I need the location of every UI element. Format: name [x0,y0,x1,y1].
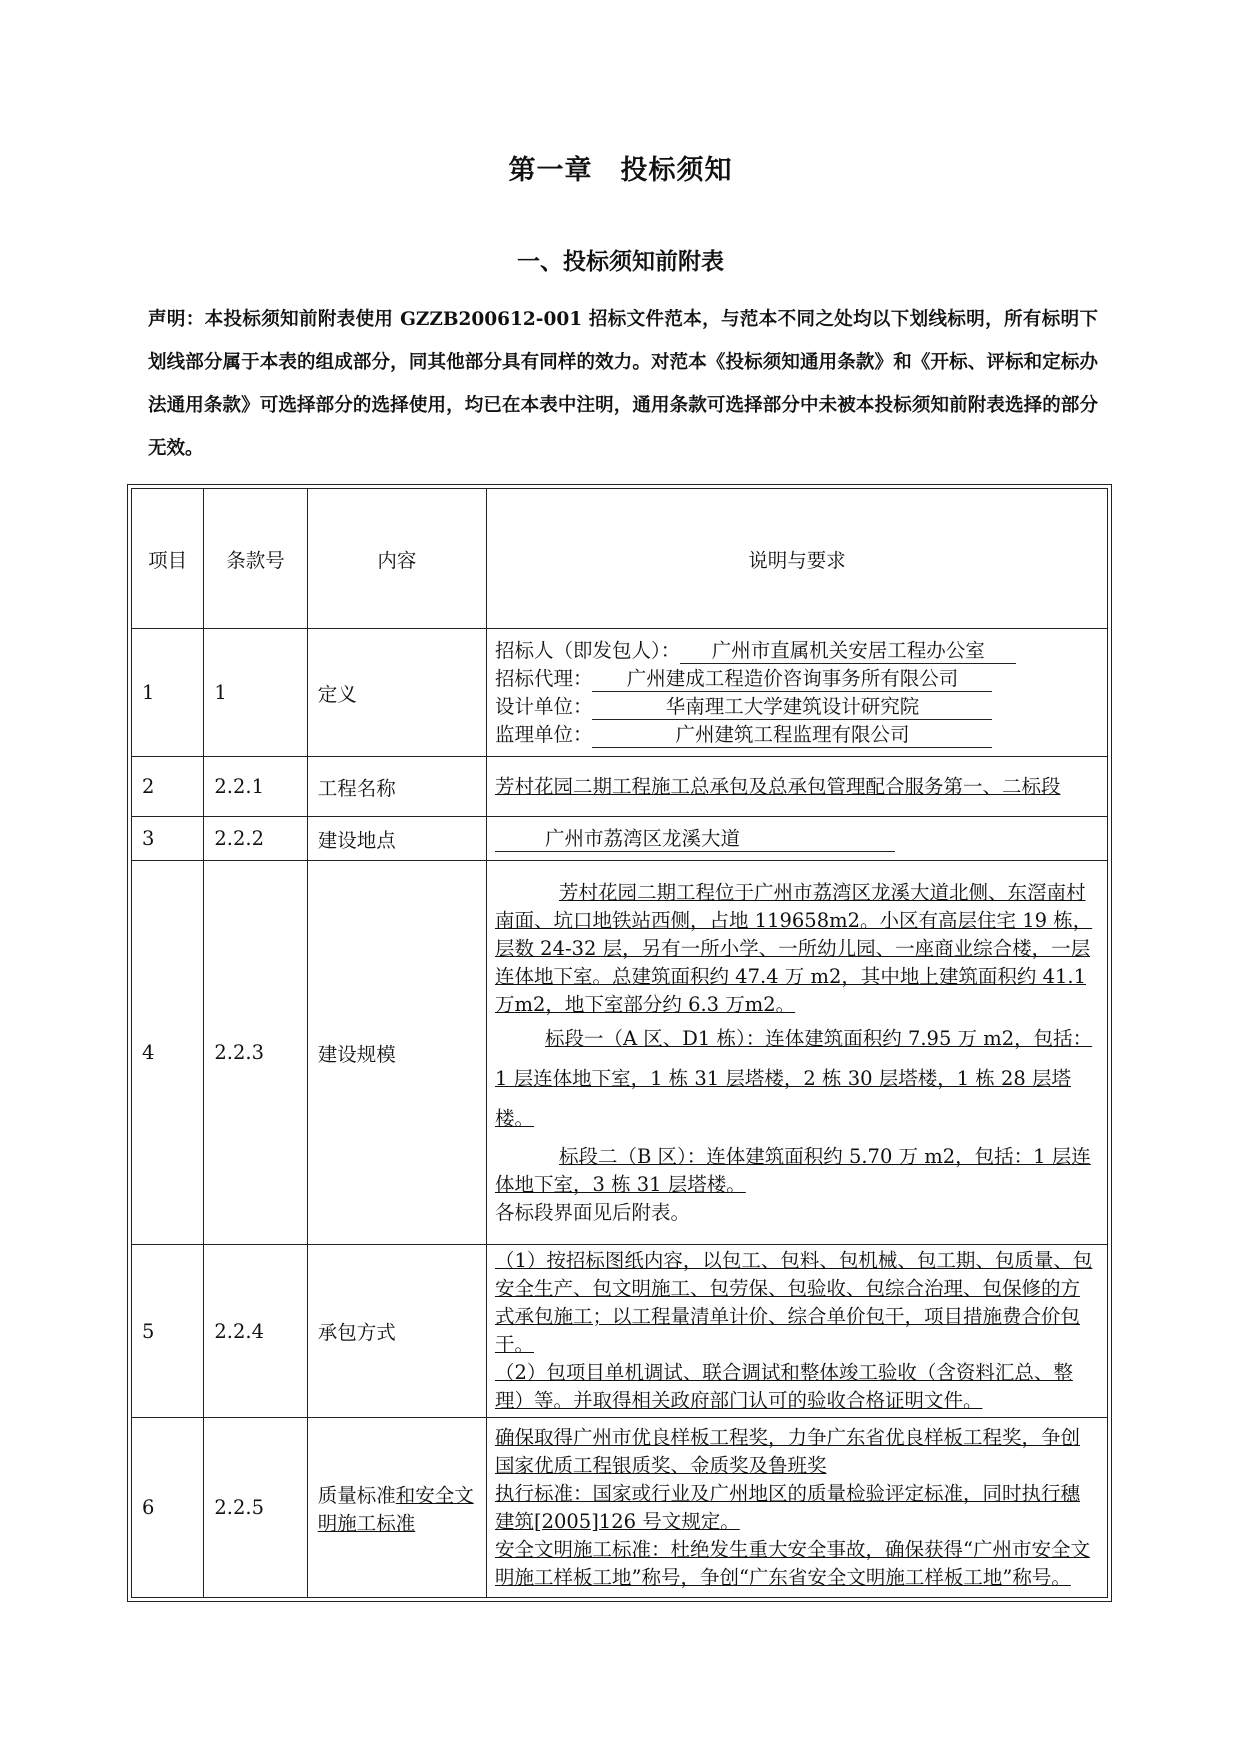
definition-label: 招标代理： [494,666,593,690]
header-clause: 条款号 [204,489,307,629]
row-desc [486,629,1107,757]
statement-paragraph: 声明：本投标须知前附表使用 GZZB200612-001 招标文件范本，与范本不同之处均以下划线标明，所有标明下划线部分属于本表的组成部分，同其他部分具有同样的效力。对范本《投标须知通用条款》和《开标、评标和定标办法通用条款》可选择部分的选择使用，均已在本表中注明，通用条款可选择部分中未被本投标须知前附表选择的部分无效。 [148,309,1098,459]
row-desc [486,1418,1107,1598]
header-item: 项目 [132,489,204,629]
row-item: 6 [132,1418,204,1598]
quality-paragraph-3: 安全文明施工标准：杜绝发生重大安全事故，确保获得“广州市安全文明施工样板工地”称号，争创“广东省安全文明施工样板工地”称号。 [494,1537,1090,1589]
definition-line [495,665,1099,693]
bid-notice-table [131,488,1108,1598]
row-item: 3 [132,817,204,861]
contract-paragraph-1: （1）按招标图纸内容，以包工、包料、包机械、包工期、包质量、包安全生产、包文明施工、包劳保、包验收、包综合治理、包保修的方式承包施工；以工程量清单计价、综合单价包干，项目措施费合价包干。 [494,1249,1093,1356]
row-clause: 2.2.1 [204,757,307,817]
definition-label: 设计单位： [494,694,593,718]
row-desc [486,1245,1107,1418]
table-row [132,1245,1108,1418]
table-row [132,757,1108,817]
row-clause: 2.2.4 [204,1245,307,1418]
definition-line [495,693,1099,721]
location-value: 广州市荔湾区龙溪大道 [495,826,895,852]
row-desc [486,861,1107,1245]
row-content: 定义 [307,629,486,757]
row-content: 建设规模 [307,861,486,1245]
row-item: 4 [132,861,204,1245]
definition-value: 华南理工大学建筑设计研究院 [592,694,992,720]
row-clause: 2.2.3 [204,861,307,1245]
table-header-row [132,489,1108,629]
quality-paragraph-2: 执行标准：国家或行业及广州地区的质量检验评定标准，同时执行穗建筑[2005]126 号文规定。 [494,1481,1080,1533]
content-safety: 和安全文明施工标准 [317,1483,474,1535]
content-quality: 质量标准 [317,1483,396,1507]
section-title: 一、投标须知前附表 [517,248,724,275]
row-item: 1 [132,629,204,757]
header-desc: 说明与要求 [486,489,1107,629]
row-clause: 1 [204,629,307,757]
definition-line [495,637,1099,665]
table-row [132,861,1108,1245]
row-clause: 2.2.2 [204,817,307,861]
row-desc: 芳村花园二期工程施工总承包及总承包管理配合服务第一、二标段 [486,757,1107,817]
table-row [132,629,1108,757]
table-row [132,1418,1108,1598]
row-item: 5 [132,1245,204,1418]
definition-line [495,721,1099,749]
definition-value: 广州市直属机关安居工程办公室 [680,638,1016,664]
scale-paragraph-4: 各标段界面见后附表。 [494,1200,690,1224]
definition-value: 广州建筑工程监理有限公司 [592,722,992,748]
scale-paragraph-2: 标段一（A 区、D1 栋）：连体建筑面积约 7.95 万 m2，包括：1 层连体地下室，1 栋 31 层塔楼，2 栋 30 层塔楼，1 栋 28 层塔楼。 [494,1026,1093,1130]
definition-value: 广州建成工程造价咨询事务所有限公司 [592,666,992,692]
row-content: 建设地点 [307,817,486,861]
chapter-title: 第一章 投标须知 [508,155,733,186]
row-content: 工程名称 [307,757,486,817]
scale-paragraph-1: 芳村花园二期工程位于广州市荔湾区龙溪大道北侧、东滘南村南面、坑口地铁站西侧，占地 119658m2。小区有高层住宅 19 栋，层数 24-32 层，另有一所小学、一所幼儿园、一座商业综合楼，一层连体地下室。总建筑面积约 47.4 万 m2，其中地上建筑面积约 41.1 万m2，地下室部分约 6.3 万m2。 [494,880,1093,1016]
row-content [307,1418,486,1598]
row-content: 承包方式 [307,1245,486,1418]
scale-paragraph-3: 标段二（B 区）：连体建筑面积约 5.70 万 m2，包括：1 层连体地下室，3 栋 31 层塔楼。 [494,1144,1091,1196]
table-row [132,817,1108,861]
row-clause: 2.2.5 [204,1418,307,1598]
header-content: 内容 [307,489,486,629]
definition-label: 招标人（即发包人）： [494,638,681,662]
definition-label: 监理单位： [494,722,593,746]
row-item: 2 [132,757,204,817]
quality-paragraph-1: 确保取得广州市优良样板工程奖，力争广东省优良样板工程奖，争创国家优质工程银质奖、金质奖及鲁班奖 [494,1425,1080,1477]
row-desc [486,817,1107,861]
contract-paragraph-2: （2）包项目单机调试、联合调试和整体竣工验收（含资料汇总、整理）等。并取得相关政府部门认可的验收合格证明文件。 [494,1361,1073,1412]
